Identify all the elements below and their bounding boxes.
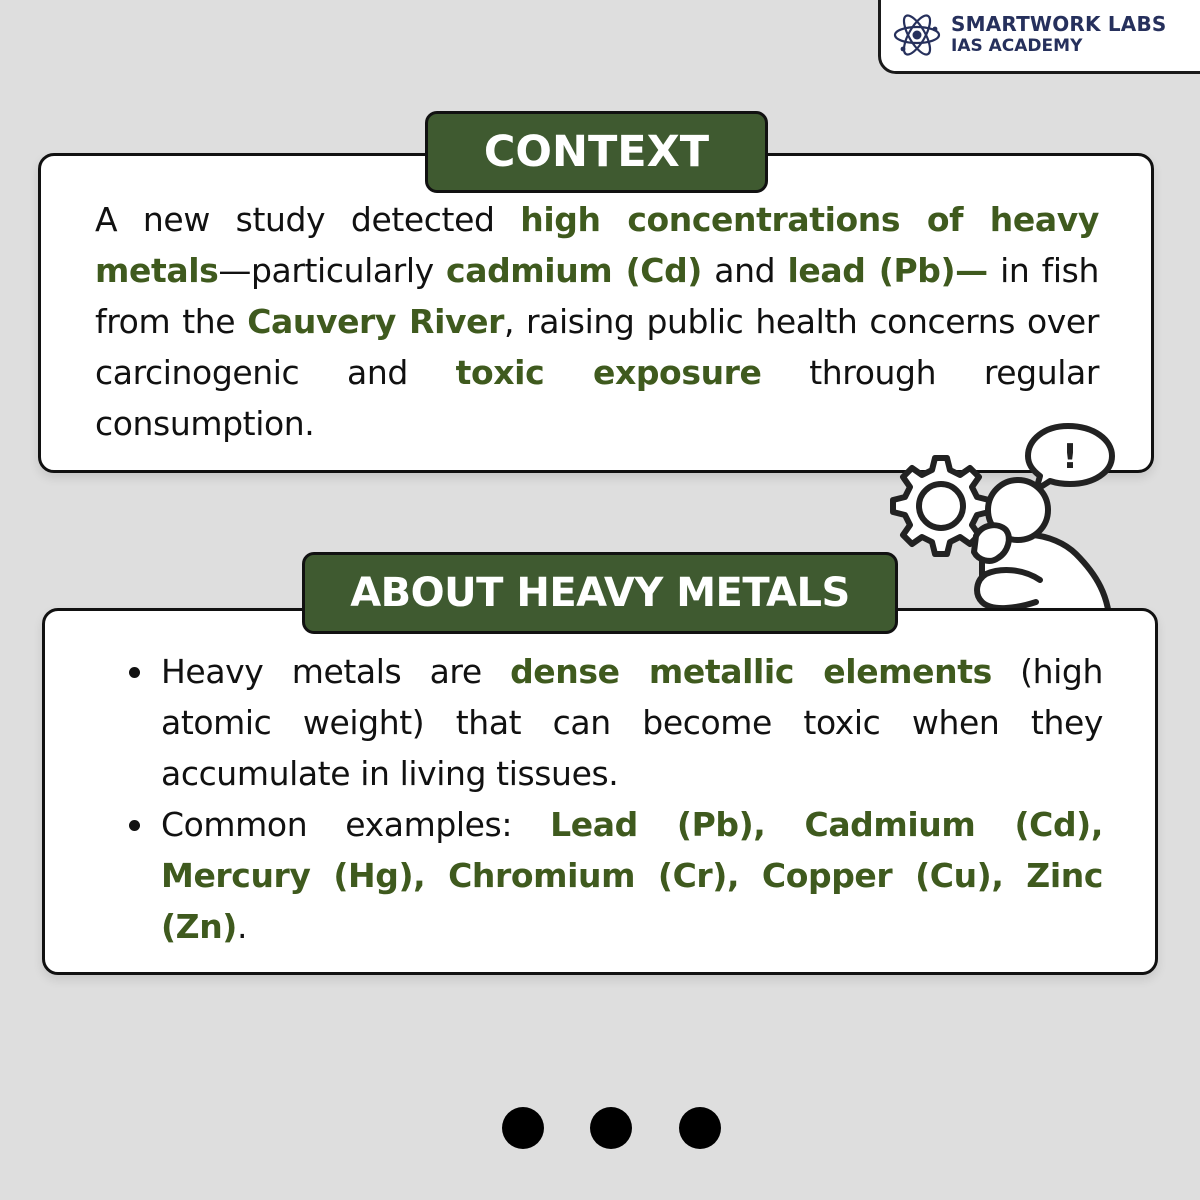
body-text: . xyxy=(237,907,248,946)
body-text: in fish from the xyxy=(95,251,1099,341)
brand-subtitle: IAS ACADEMY xyxy=(951,36,1083,57)
body-text: (high atomic weight) that can become toxic when they accumulate in living tissues. xyxy=(161,652,1103,793)
highlighted-text: Cauvery River xyxy=(247,302,504,341)
atom-logo-icon xyxy=(891,9,943,61)
exclamation-text: ! xyxy=(1062,437,1078,477)
bullet-item xyxy=(123,646,1103,799)
context-title: CONTEXT xyxy=(425,111,768,193)
highlighted-text: Lead (Pb), Cadmium (Cd), Mercury (Hg), Chromium (Cr), Copper (Cu), Zinc (Zn) xyxy=(161,805,1103,946)
thinking-person-icon xyxy=(890,418,1120,638)
highlighted-text: cadmium (Cd) xyxy=(446,251,702,290)
body-text: and xyxy=(702,251,788,290)
highlighted-text: toxic exposure xyxy=(455,353,762,392)
about-bullet-list xyxy=(123,646,1103,952)
pagination-dot[interactable] xyxy=(590,1107,632,1149)
context-paragraph xyxy=(95,194,1099,449)
brand-name: SMARTWORK LABS xyxy=(951,12,1167,37)
highlighted-text: lead (Pb)— xyxy=(787,251,988,290)
pagination-dot[interactable] xyxy=(502,1107,544,1149)
highlighted-text: dense metallic elements xyxy=(510,652,992,691)
body-text: A new study detected xyxy=(95,200,521,239)
brand-badge xyxy=(878,0,1200,74)
highlighted-text: high concentrations of heavy metals xyxy=(95,200,1099,290)
body-text: Heavy metals are xyxy=(161,652,511,691)
bullet-item xyxy=(123,799,1103,952)
body-text: —particularly xyxy=(218,251,447,290)
body-text: Common examples: xyxy=(161,805,551,844)
pagination-dot[interactable] xyxy=(679,1107,721,1149)
about-title: ABOUT HEAVY METALS xyxy=(302,552,898,634)
body-text: , raising public health concerns over carcinogenic and xyxy=(95,302,1100,392)
body-text: through regular consumption. xyxy=(95,353,1100,443)
